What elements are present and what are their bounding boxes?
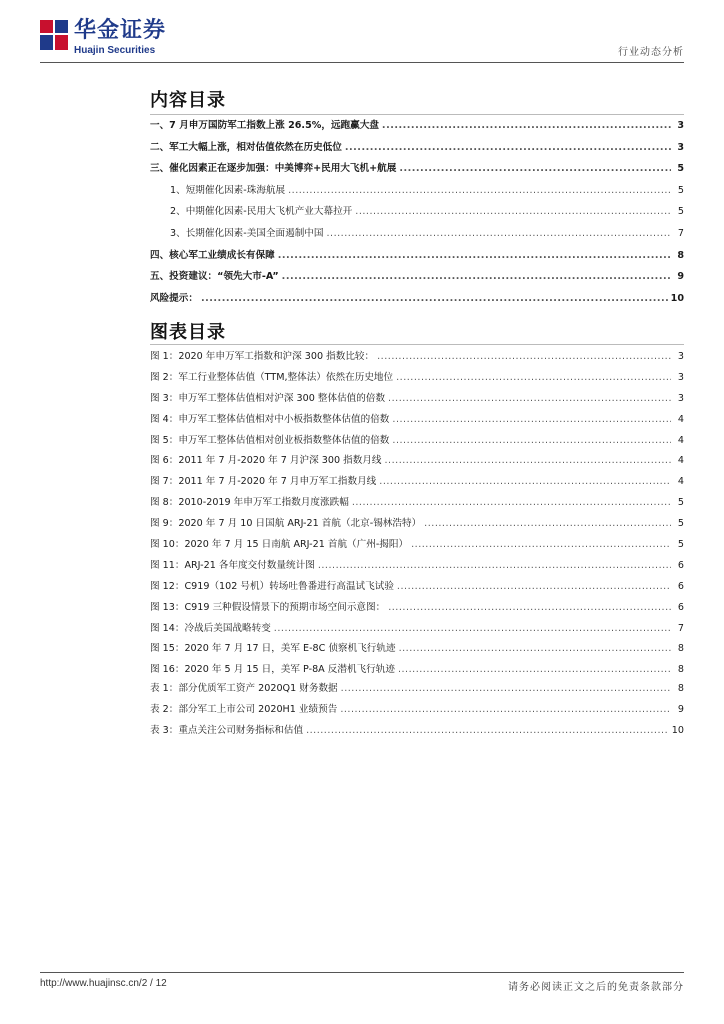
figure-item-page: 3 [677,371,684,383]
footer-url-page[interactable]: http://www.huajinsc.cn/2 / 12 [40,978,167,989]
leader-dots [341,683,671,694]
figure-item-page: 6 [677,601,684,613]
figure-item[interactable] [150,348,684,369]
figure-item[interactable] [150,599,684,620]
toc-subitem[interactable] [150,203,684,225]
figure-item-page: 6 [677,559,684,571]
figure-item[interactable] [150,390,684,411]
figure-item-page: 4 [677,476,684,488]
table-item[interactable] [150,680,684,701]
footer-divider [40,972,684,973]
figure-item-label: 图 15：2020 年 7 月 17 日，美军 E-8C 侦察机飞行轨迹 [150,643,396,655]
figure-item-label: 图 12：C919（102 号机）转场吐鲁番进行高温试飞试验 [150,580,394,592]
figure-item-page: 3 [677,392,684,404]
toc-title-divider [150,114,684,115]
toc-item-label: 二、军工大幅上涨，相对估值依然在历史低位 [150,141,342,153]
toc-item-page: 5 [677,163,684,175]
footer-disclaimer: 请务必阅读正文之后的免责条款部分 [508,982,684,993]
leader-dots [392,414,671,425]
figure-item-page: 5 [677,518,684,530]
figure-item-label: 图 11：ARJ-21 各年度交付数量统计图 [150,559,315,571]
toc-item-label: 四、核心军工业绩成长有保障 [150,249,275,261]
figure-item-label: 图 10：2020 年 7 月 15 日南航 ARJ-21 首航（广州-揭阳） [150,539,409,551]
figure-item-page: 3 [677,351,684,362]
figure-item-label: 图 3：申万军工整体估值相对沪深 300 整体估值的倍数 [150,392,386,404]
figure-item[interactable] [150,536,684,557]
table-item-label: 表 1：部分优质军工资产 2020Q1 财务数据 [150,683,338,694]
figures-toc-title: 图表目录 [150,322,226,343]
figure-item-page: 8 [677,664,684,676]
leader-dots [385,455,672,466]
table-item[interactable] [150,701,684,722]
toc-item-label: 风险提示： [150,292,198,304]
leader-dots [274,623,671,634]
toc-item-page: 5 [677,184,684,196]
figure-item[interactable] [150,640,684,661]
toc-item[interactable] [150,139,684,161]
leader-dots [282,271,671,282]
figure-item-label: 图 14：冷战后美国战略转变 [150,622,271,634]
figure-item-label: 图 2：军工行业整体估值（TTM,整体法）依然在历史地位 [150,371,394,383]
toc-item[interactable] [150,290,684,312]
figure-item-page: 4 [677,413,684,425]
leader-dots [388,393,671,404]
figure-item[interactable] [150,557,684,578]
leader-dots [201,293,668,304]
figure-item[interactable] [150,620,684,641]
figure-item-page: 7 [677,622,684,634]
toc-item-page: 3 [677,141,684,153]
figure-item[interactable] [150,515,684,536]
leader-dots [397,581,671,592]
toc-item[interactable] [150,268,684,290]
figure-item[interactable] [150,494,684,515]
toc-item-label: 五、投资建议：“领先大市-A” [150,271,279,283]
leader-dots [377,351,671,362]
toc-item-label: 3、长期催化因素-美国全面遏制中国 [170,227,324,239]
figure-item[interactable] [150,411,684,432]
leader-dots [306,725,669,736]
figure-item-label: 图 9：2020 年 7 月 10 日国航 ARJ-21 首航（北京-锡林浩特） [150,518,422,530]
leader-dots [392,435,671,446]
toc-item-page: 10 [670,292,684,304]
leader-dots [388,602,671,613]
figure-item[interactable] [150,578,684,599]
figure-item-page: 5 [677,497,684,509]
leader-dots [399,643,671,654]
figure-item-page: 4 [677,434,684,446]
table-item-page: 8 [677,683,684,694]
toc-item-page: 8 [677,249,684,261]
toc-item-label: 一、7 月申万国防军工指数上涨 26.5%，远跑赢大盘 [150,120,379,131]
toc-item-page: 9 [677,271,684,283]
table-item-label: 表 2：部分军工上市公司 2020H1 业绩预告 [150,703,338,715]
toc-title: 内容目录 [150,90,226,111]
header-divider [40,62,684,63]
huajin-logo-icon [40,20,68,50]
toc-item[interactable] [150,117,684,139]
toc-item[interactable] [150,247,684,269]
toc-item-label: 2、中期催化因素-民用大飞机产业大幕拉开 [170,206,353,218]
table-item-page: 9 [677,703,684,715]
page-header [40,18,684,62]
leader-dots [278,250,671,261]
figure-item-label: 图 6：2011 年 7 月-2020 年 7 月沪深 300 指数月线 [150,455,382,467]
leader-dots [379,476,671,487]
figure-item-label: 图 8：2010-2019 年申万军工指数月度涨跌幅 [150,497,349,509]
leader-dots [424,518,671,529]
figure-item[interactable] [150,473,684,494]
figures-title-divider [150,344,684,345]
figure-item-label: 图 1：2020 年申万军工指数和沪深 300 指数比较： [150,351,375,362]
leader-dots [340,704,671,715]
leader-dots [352,497,671,508]
toc-item-page: 3 [677,120,684,131]
leader-dots [398,664,671,675]
toc-subitem[interactable] [150,225,684,247]
content-toc [150,117,684,311]
tables-toc [150,680,684,743]
figure-item-label: 图 7：2011 年 7 月-2020 年 7 月申万军工指数月线 [150,476,377,488]
leader-dots [288,185,671,196]
brand-name-cn: 华金证券 [74,18,167,43]
toc-item[interactable] [150,160,684,182]
figure-item[interactable] [150,432,684,453]
toc-item-page: 5 [677,206,684,218]
figure-item[interactable] [150,452,684,473]
brand-name-en: Huajin Securities [74,45,156,56]
figure-item-page: 5 [677,539,684,551]
leader-dots [399,163,671,174]
toc-item-page: 7 [677,227,684,239]
toc-subitem[interactable] [150,182,684,204]
toc-item-label: 1、短期催化因素-珠海航展 [170,184,286,196]
leader-dots [411,539,671,550]
figure-item-label: 图 4：申万军工整体估值相对中小板指数整体估值的倍数 [150,413,390,425]
leader-dots [382,120,671,131]
figure-item-page: 8 [677,643,684,655]
figure-item-label: 图 13：C919 三种假设情景下的预期市场空间示意图： [150,601,386,613]
figures-toc [150,348,684,682]
figure-item-label: 图 16：2020 年 5 月 15 日，美军 P-8A 反潜机飞行轨迹 [150,664,395,676]
table-item-page: 10 [671,724,684,736]
toc-item-label: 三、催化因素正在逐步加强：中美博弈+民用大飞机+航展 [150,163,397,175]
figure-item-label: 图 5：申万军工整体估值相对创业板指数整体估值的倍数 [150,434,390,446]
leader-dots [345,142,671,153]
table-item[interactable] [150,722,684,743]
leader-dots [396,372,671,383]
table-item-label: 表 3：重点关注公司财务指标和估值 [150,724,304,736]
leader-dots [355,206,671,217]
report-type: 行业动态分析 [618,47,684,58]
figure-item-page: 4 [677,455,684,467]
figure-item-page: 6 [677,580,684,592]
figure-item[interactable] [150,369,684,390]
leader-dots [318,560,671,571]
leader-dots [326,228,671,239]
